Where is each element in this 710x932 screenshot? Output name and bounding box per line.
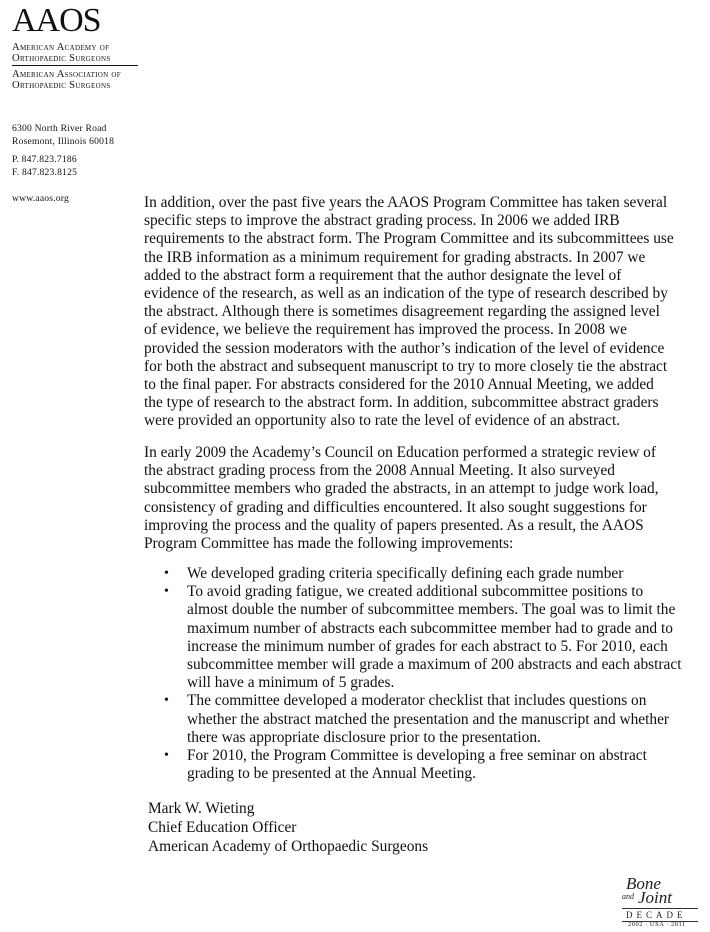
list-item [144,747,684,783]
signature-name: Mark W. Wieting [148,800,255,817]
body-paragraph-2 [144,444,674,553]
bullet-icon: • [164,566,169,581]
phone-number: P. 847.823.7186 [12,154,77,165]
paragraph-text: In addition, over the past five years the AAOS Program Committee has taken several specific steps to improve the abstract grading process. In 2006 we added IRB requirements to the abstract form. The Program Committee and its subcommittees use the IRB information as a minimum requirement for grading abstracts. In 2007 we added to the abstract form a requirement that the author designate the level of evidence of the research, as well as an indication of the type of research described by the abstract. Although there is sometimes disagreement regarding the assigned level of evidence, we believe the requirement has improved the process. In 2008 we provided the session moderators with the author’s indication of the level of evidence for both the abstract and subsequent manuscript to try to more closely tie the abstract to the final paper. For abstracts considered for the 2010 Annual Meeting, we added the type of research to the abstract form. In addition, subcommittee abstract graders were provided an opportunity also to rate the level of evidence of an abstract. [144,194,674,430]
list-item-text: The committee developed a moderator checklist that includes questions on whether the abstract matched the presentation and the manuscript and whether there was appropriate disclosure prior to the presentation. [187,692,670,746]
fax-number: F. 847.823.8125 [12,167,78,178]
logo-joint-text: Joint [638,888,672,907]
address-line2: Rosemont, Illinois 60018 [12,136,115,147]
org2-line2: Orthopaedic Surgeons [12,80,111,91]
signature-organization: American Academy of Orthopaedic Surgeons [148,838,429,855]
bullet-icon: • [164,693,169,709]
list-item-text: For 2010, the Program Committee is developing a free seminar on abstract grading to be presented at the Annual Meeting. [187,747,647,783]
bullet-icon: • [164,584,169,600]
list-item-text: We developed grading criteria specifically defining each grade number [187,565,624,582]
improvements-list [144,565,684,783]
logo-years-text: 2002 · USA · 2011 [628,921,686,928]
logo-decade-text: DECADE [626,910,687,920]
list-item [144,583,684,692]
logo-and-text: and [622,892,634,901]
list-item [144,692,684,747]
list-item-text: To avoid grading fatigue, we created additional subcommittee positions to almost double the number of subcommittee members. The goal was to limit the maximum number of abstracts each subcommittee member had to grade and to increase the minimum number of grades for each abstract to 5. For 2010, each subcommittee member will grade a maximum of 200 abstracts and each abstract will have a minimum of 5 grades. [187,583,682,692]
aaos-logo: AAOS [12,2,101,39]
bone-joint-decade-logo [616,874,702,930]
bullet-icon: • [164,748,169,764]
list-item [144,565,684,583]
org1-line1: American Academy of [12,42,110,53]
paragraph-text: In early 2009 the Academy’s Council on Education performed a strategic review of the abstract grading process from the 2008 Annual Meeting. It also surveyed subcommittee members who graded the abstracts, in an attempt to judge work load, consistency of grading and difficulties encountered. It also sought suggestions for improving the process and the quality of papers presented. As a result, the AAOS Program Committee has made the following improvements: [144,444,659,553]
logo-bone-text: Bone [626,874,661,893]
website-link[interactable]: www.aaos.org [12,193,70,204]
signature-title: Chief Education Officer [148,819,297,836]
org2-line1: American Association of [12,69,121,80]
address-line1: 6300 North River Road [12,123,107,134]
logo-divider [622,908,698,909]
org1-line2: Orthopaedic Surgeons [12,53,111,64]
letterhead-divider [12,65,138,66]
body-paragraph-1 [144,194,674,431]
